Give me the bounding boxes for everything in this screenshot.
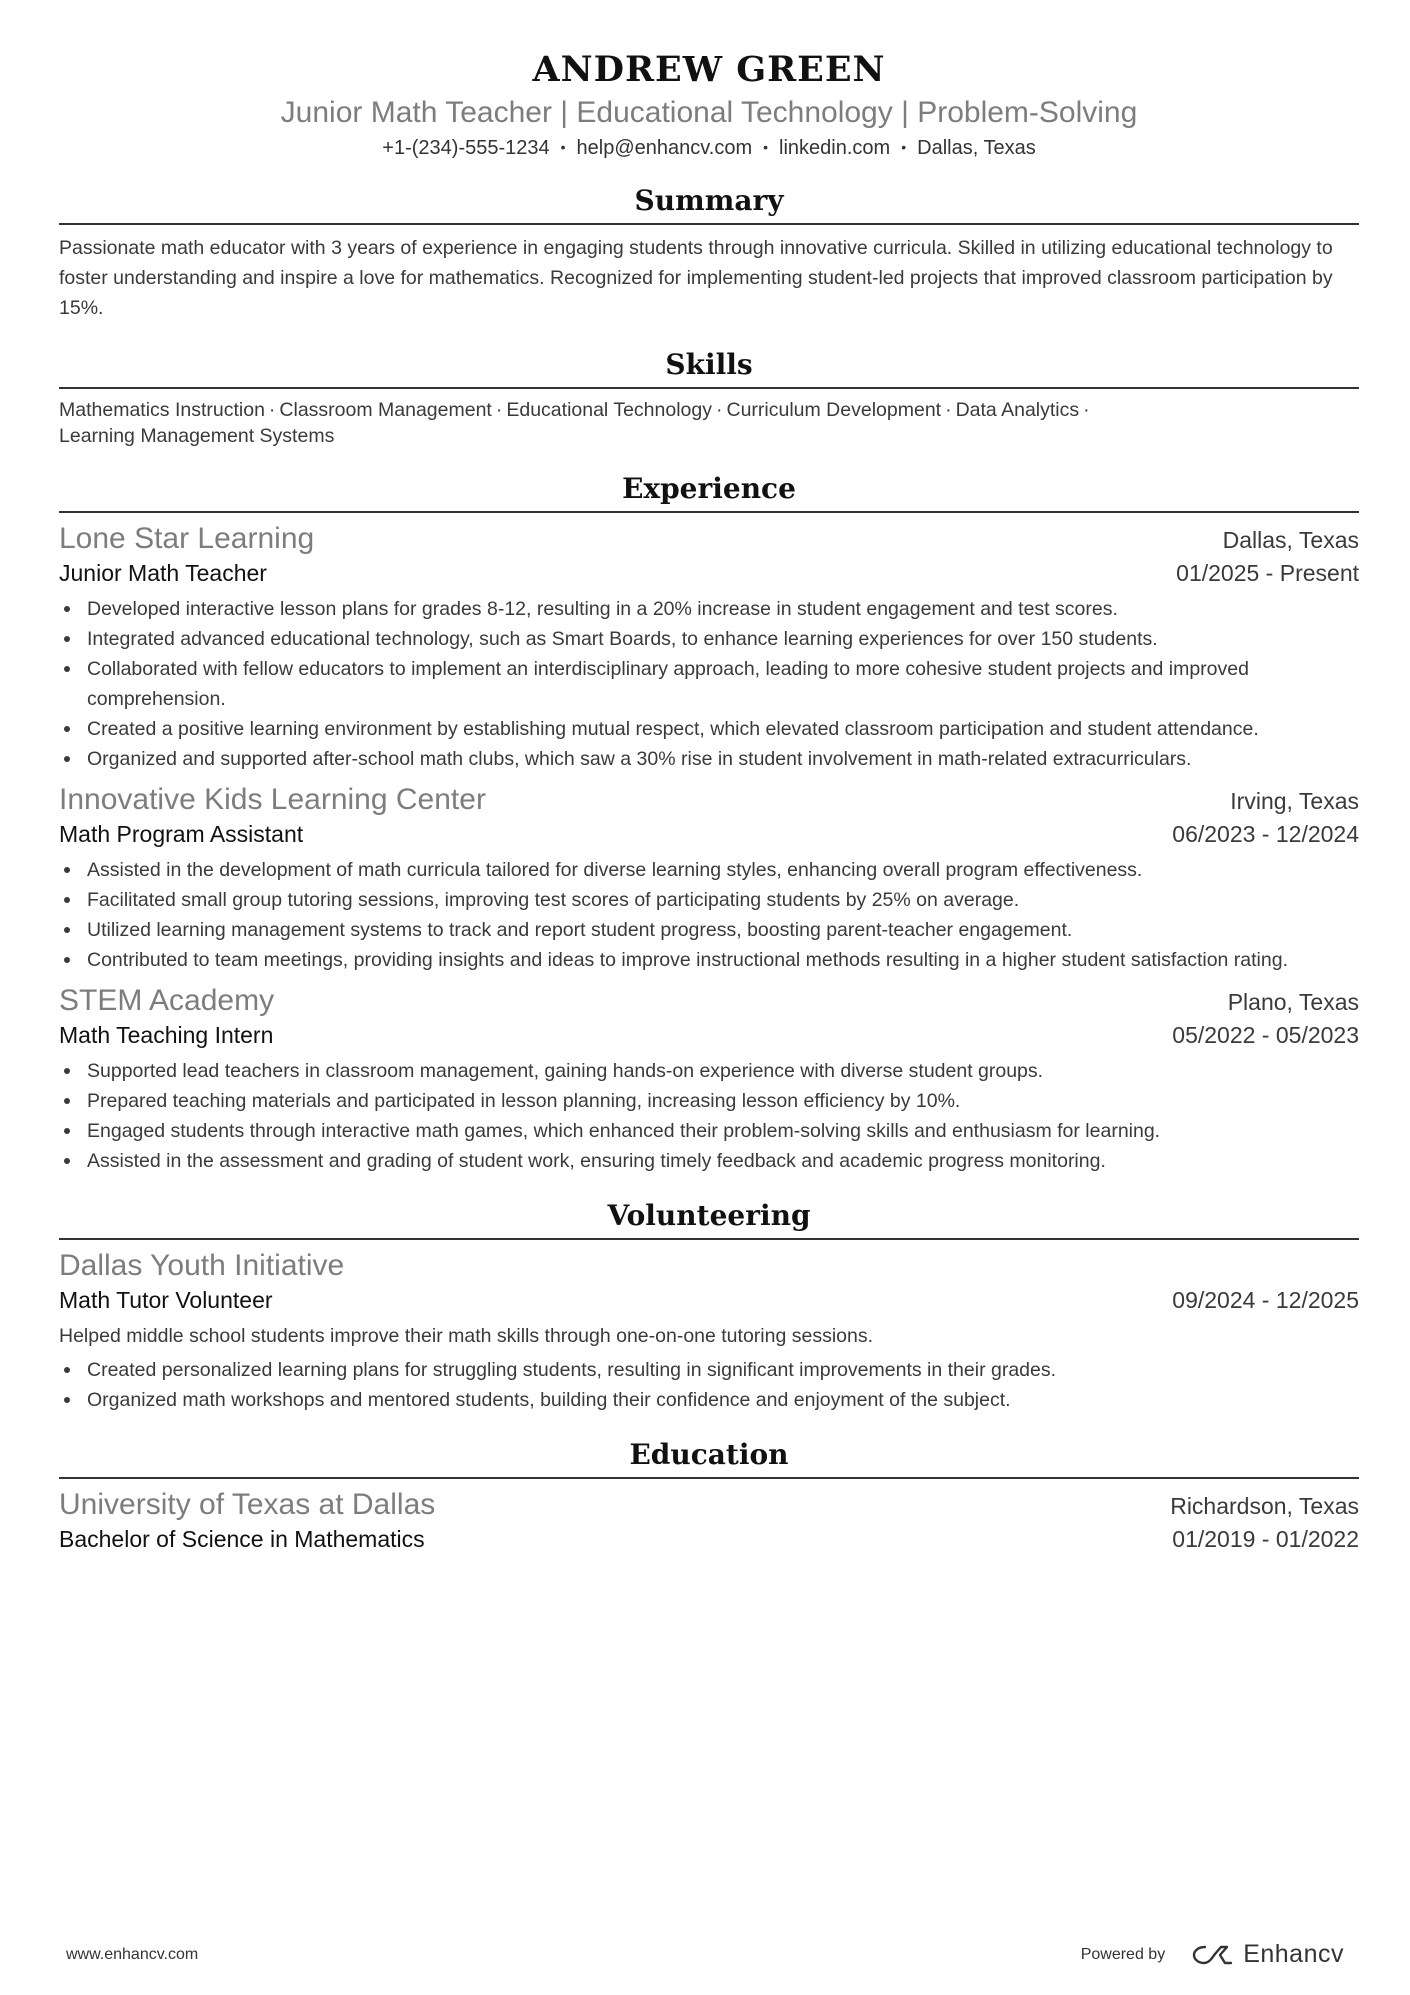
job-dates: 06/2023 - 12/2024 [1172,821,1359,847]
employer-name: STEM Academy [59,984,275,1017]
skill-item: Curriculum Development [726,399,942,421]
experience-entry [59,782,1359,975]
volunteering-entry [59,1248,1359,1415]
enhancv-brand[interactable] [1191,1940,1344,1969]
volunteering-section [59,1198,1359,1415]
section-title-experience: Experience [59,471,1359,513]
summary-text: Passionate math educator with 3 years of experience in engaging students through innovative curricula. Skilled in utilizing educational technology to foster understanding and inspire a love for mathematics. Recognized for implementing student-led projects that improved classroom participation by 15%. [59,237,1333,319]
powered-by-label: Powered by [1080,1945,1166,1963]
contact-separator: • [763,139,769,155]
skill-item: Learning Management Systems [59,425,335,447]
contact-separator: • [901,139,907,155]
skill-separator: · [945,399,952,421]
bullet-item: Created personalized learning plans for struggling students, resulting in significant improvements in their grades. [59,1355,1359,1385]
employer-name: Innovative Kids Learning Center [59,783,486,816]
powered-by [1081,1940,1344,1969]
job-title: Junior Math Teacher [59,560,267,586]
resume-page [59,48,1359,1556]
bullet-item: Utilized learning management systems to track and report student progress, boosting parent-teacher engagement. [59,915,1359,945]
candidate-name: ANDREW GREEN [532,49,886,90]
employer-name: Lone Star Learning [59,522,315,555]
job-bullets [59,1056,1359,1176]
summary-section [59,183,1359,323]
bullet-item: Assisted in the development of math curricula tailored for diverse learning styles, enhancing overall program effectiveness. [59,855,1359,885]
skill-item: Data Analytics [955,399,1080,421]
bullet-item: Integrated advanced educational technology, such as Smart Boards, to enhance learning experiences for over 150 students. [59,624,1359,654]
skill-separator: · [268,399,276,421]
skill-item: Classroom Management [279,399,492,421]
bullet-item: Prepared teaching materials and participated in lesson planning, increasing lesson efficiency by 10%. [59,1086,1359,1116]
school-location: Richardson, Texas [1170,1493,1359,1519]
footer-website-link[interactable]: www.enhancv.com [66,1945,199,1963]
degree-name: Bachelor of Science in Mathematics [59,1526,425,1552]
bullet-item: Organized and supported after-school math clubs, which saw a 30% rise in student involvement in math-related extracurriculars. [59,744,1359,774]
job-location: Irving, Texas [1230,788,1359,814]
job-title: Math Program Assistant [59,821,304,847]
bullet-item: Assisted in the assessment and grading of student work, ensuring timely feedback and academic progress monitoring. [59,1146,1359,1176]
contact-location: Dallas, Texas [917,137,1036,159]
job-dates: 05/2022 - 05/2023 [1172,1022,1359,1048]
experience-section [59,471,1359,1176]
bullet-item: Facilitated small group tutoring sessions, improving test scores of participating students by 25% on average. [59,885,1359,915]
bullet-item: Developed interactive lesson plans for grades 8-12, resulting in a 20% increase in student engagement and test scores. [59,594,1359,624]
candidate-headline: Junior Math Teacher | Educational Technology | Problem-Solving [280,96,1138,129]
section-title-education: Education [59,1437,1359,1479]
contact-info [59,134,1359,161]
enhancv-logo-icon [1191,1943,1235,1967]
skills-list [59,397,1359,449]
experience-entry [59,983,1359,1176]
skill-item: Educational Technology [506,399,712,421]
organization-name: Dallas Youth Initiative [59,1249,345,1282]
job-location: Plano, Texas [1227,989,1359,1015]
bullet-item: Organized math workshops and mentored students, building their confidence and enjoyment of the subject. [59,1385,1359,1415]
contact-separator: • [560,139,566,155]
skill-separator: · [495,399,503,421]
contact-email: help@enhancv.com [576,137,753,159]
school-name: University of Texas at Dallas [59,1488,436,1521]
volunteer-description: Helped middle school students improve their math skills through one-on-one tutoring sessions. [59,1325,874,1347]
job-title: Math Teaching Intern [59,1022,274,1048]
page-footer [66,1940,1344,1969]
bullet-item: Supported lead teachers in classroom management, gaining hands-on experience with diverse student groups. [59,1056,1359,1086]
section-title-skills: Skills [59,347,1359,389]
job-location: Dallas, Texas [1222,527,1359,553]
bullet-item: Created a positive learning environment by establishing mutual respect, which elevated classroom participation and student attendance. [59,714,1359,744]
job-bullets [59,855,1359,975]
bullet-item: Collaborated with fellow educators to implement an interdisciplinary approach, leading to more cohesive student projects and improved comprehension. [59,654,1359,714]
education-dates: 01/2019 - 01/2022 [1172,1526,1359,1552]
skills-section [59,347,1359,449]
brand-name: Enhancv [1243,1940,1344,1968]
experience-entry [59,521,1359,774]
section-title-summary: Summary [59,183,1359,225]
volunteer-role: Math Tutor Volunteer [59,1287,273,1313]
skill-item: Mathematics Instruction [59,399,265,421]
contact-phone: +1-(234)-555-1234 [382,137,550,159]
education-entry [59,1487,1359,1556]
bullet-item: Contributed to team meetings, providing insights and ideas to improve instructional methods resulting in a higher student satisfaction rating. [59,945,1359,975]
job-bullets [59,594,1359,774]
job-dates: 01/2025 - Present [1176,560,1359,586]
bullet-item: Engaged students through interactive math games, which enhanced their problem-solving skills and enthusiasm for learning. [59,1116,1359,1146]
education-section [59,1437,1359,1556]
section-title-volunteering: Volunteering [59,1198,1359,1240]
volunteer-bullets [59,1355,1359,1415]
resume-header [59,48,1359,161]
skill-separator: · [1083,399,1090,421]
volunteer-dates: 09/2024 - 12/2025 [1172,1287,1359,1313]
contact-linkedin: linkedin.com [779,137,891,159]
skill-separator: · [716,399,723,421]
